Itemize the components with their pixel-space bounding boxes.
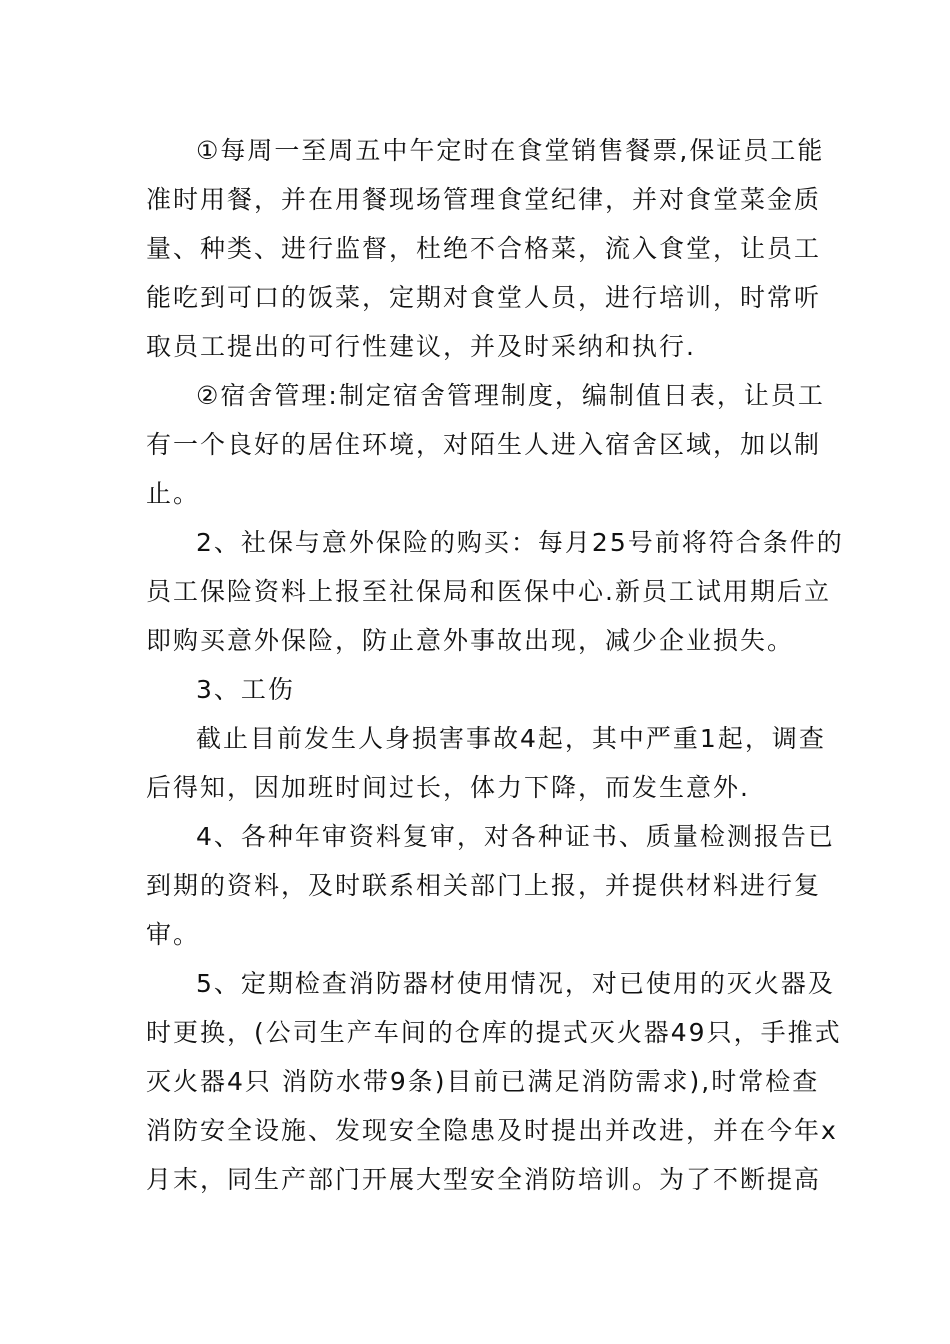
document-body (146, 126, 844, 1204)
text-line: ①每周一至周五中午定时在食堂销售餐票,保证员工能 (196, 136, 825, 165)
text-line: 消防安全设施、发现安全隐患及时提出并改进，并在今年x (146, 1116, 838, 1145)
text-line: 月末，同生产部门开展大型安全消防培训。为了不断提高 (146, 1165, 822, 1194)
text-line: 灭火器4只 消防水带9条)目前已满足消防需求),时常检查 (146, 1067, 820, 1096)
text-line: 审。 (146, 920, 201, 949)
paragraph-insurance (146, 518, 844, 665)
text-line: 有一个良好的居住环境，对陌生人进入宿舍区域，加以制 (146, 430, 822, 459)
text-line: 止。 (146, 479, 201, 508)
text-line: 5、定期检查消防器材使用情况，对已使用的灭火器及 (196, 969, 835, 998)
text-line: 2、社保与意外保险的购买：每月25号前将符合条件的 (196, 528, 844, 557)
text-line: 量、种类、进行监督，杜绝不合格菜，流入食堂，让员工 (146, 234, 822, 263)
text-line: 后得知，因加班时间过长，体力下降，而发生意外. (146, 773, 750, 802)
text-line: 准时用餐，并在用餐现场管理食堂纪律，并对食堂菜金质 (146, 185, 822, 214)
paragraph-canteen (146, 126, 825, 371)
text-line: 3、工伤 (196, 675, 295, 704)
text-line: 截止目前发生人身损害事故4起，其中严重1起，调查 (196, 724, 826, 753)
text-line: 即购买意外保险，防止意外事故出现，减少企业损失。 (146, 626, 795, 655)
text-line: 能吃到可口的饭菜，定期对食堂人员，进行培训，时常听 (146, 283, 822, 312)
text-line: ②宿舍管理:制定宿舍管理制度，编制值日表，让员工 (196, 381, 825, 410)
paragraph-fire-safety (146, 959, 842, 1204)
paragraph-work-injury (146, 714, 826, 812)
paragraph-work-injury-heading (146, 665, 806, 714)
text-line: 取员工提出的可行性建议，并及时采纳和执行. (146, 332, 696, 361)
text-line: 时更换，(公司生产车间的仓库的提式灭火器49只，手推式 (146, 1018, 842, 1047)
text-line: 4、各种年审资料复审，对各种证书、质量检测报告已 (196, 822, 835, 851)
paragraph-dormitory (146, 371, 825, 518)
text-line: 员工保险资料上报至社保局和医保中心.新员工试用期后立 (146, 577, 831, 606)
text-line: 到期的资料，及时联系相关部门上报，并提供材料进行复 (146, 871, 822, 900)
paragraph-annual-review (146, 812, 835, 959)
